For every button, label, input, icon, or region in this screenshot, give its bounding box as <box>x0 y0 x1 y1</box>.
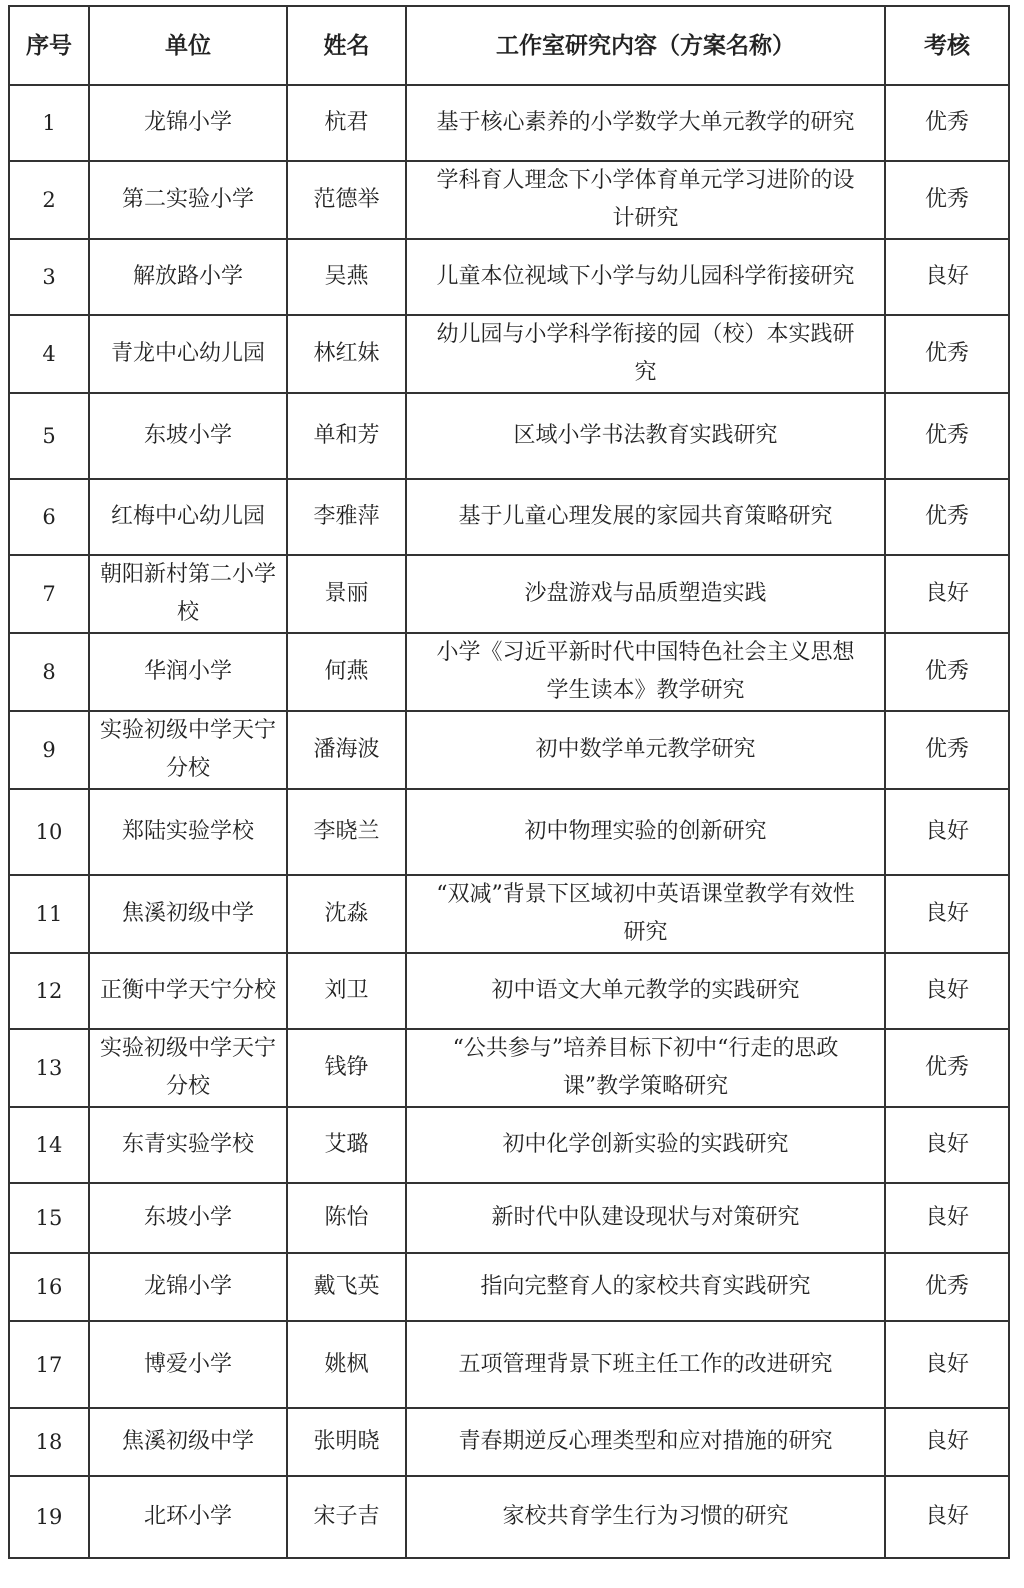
cell-grade: 良好 <box>885 1476 1009 1558</box>
cell-name: 吴燕 <box>287 239 406 315</box>
cell-name: 沈淼 <box>287 875 406 953</box>
header-no: 序号 <box>9 6 89 85</box>
studio-assessment-sheet <box>8 5 1008 1559</box>
table-row <box>9 1253 1009 1321</box>
cell-name: 刘卫 <box>287 953 406 1029</box>
cell-name: 潘海波 <box>287 711 406 789</box>
cell-no: 7 <box>9 555 89 633</box>
cell-grade: 优秀 <box>885 1253 1009 1321</box>
cell-unit: 焦溪初级中学 <box>89 1408 287 1476</box>
cell-unit: 解放路小学 <box>89 239 287 315</box>
cell-no: 18 <box>9 1408 89 1476</box>
table-row <box>9 239 1009 315</box>
cell-unit: 实验初级中学天宁分校 <box>89 711 287 789</box>
cell-name: 钱铮 <box>287 1029 406 1107</box>
cell-content: 初中物理实验的创新研究 <box>406 789 885 875</box>
table-row <box>9 85 1009 161</box>
cell-no: 11 <box>9 875 89 953</box>
cell-unit: 东坡小学 <box>89 393 287 479</box>
cell-grade: 良好 <box>885 1183 1009 1253</box>
cell-no: 13 <box>9 1029 89 1107</box>
cell-grade: 优秀 <box>885 1029 1009 1107</box>
cell-unit: 正衡中学天宁分校 <box>89 953 287 1029</box>
cell-grade: 优秀 <box>885 393 1009 479</box>
cell-grade: 优秀 <box>885 161 1009 239</box>
cell-unit: 东坡小学 <box>89 1183 287 1253</box>
cell-unit: 郑陆实验学校 <box>89 789 287 875</box>
cell-name: 景丽 <box>287 555 406 633</box>
cell-no: 16 <box>9 1253 89 1321</box>
cell-no: 10 <box>9 789 89 875</box>
cell-name: 林红妹 <box>287 315 406 393</box>
cell-unit: 朝阳新村第二小学校 <box>89 555 287 633</box>
table-row <box>9 1321 1009 1408</box>
cell-no: 6 <box>9 479 89 555</box>
table-row <box>9 789 1009 875</box>
cell-no: 19 <box>9 1476 89 1558</box>
cell-unit: 实验初级中学天宁分校 <box>89 1029 287 1107</box>
table-row <box>9 161 1009 239</box>
cell-content: 沙盘游戏与品质塑造实践 <box>406 555 885 633</box>
cell-content: 初中数学单元教学研究 <box>406 711 885 789</box>
cell-no: 14 <box>9 1107 89 1183</box>
cell-name: 李晓兰 <box>287 789 406 875</box>
cell-grade: 良好 <box>885 1408 1009 1476</box>
table-row <box>9 711 1009 789</box>
cell-grade: 优秀 <box>885 315 1009 393</box>
cell-content: 初中语文大单元教学的实践研究 <box>406 953 885 1029</box>
cell-content: “双减”背景下区域初中英语课堂教学有效性研究 <box>406 875 885 953</box>
cell-grade: 良好 <box>885 953 1009 1029</box>
cell-unit: 焦溪初级中学 <box>89 875 287 953</box>
cell-unit: 龙锦小学 <box>89 85 287 161</box>
cell-name: 宋子吉 <box>287 1476 406 1558</box>
cell-content: 新时代中队建设现状与对策研究 <box>406 1183 885 1253</box>
table-row <box>9 555 1009 633</box>
cell-content: 小学《习近平新时代中国特色社会主义思想学生读本》教学研究 <box>406 633 885 711</box>
cell-no: 9 <box>9 711 89 789</box>
cell-content: 基于儿童心理发展的家园共育策略研究 <box>406 479 885 555</box>
cell-no: 15 <box>9 1183 89 1253</box>
cell-unit: 青龙中心幼儿园 <box>89 315 287 393</box>
table-row <box>9 875 1009 953</box>
cell-content: 指向完整育人的家校共育实践研究 <box>406 1253 885 1321</box>
cell-unit: 东青实验学校 <box>89 1107 287 1183</box>
table-header-row <box>9 6 1009 85</box>
cell-grade: 优秀 <box>885 711 1009 789</box>
cell-name: 戴飞英 <box>287 1253 406 1321</box>
cell-content: 区域小学书法教育实践研究 <box>406 393 885 479</box>
cell-grade: 良好 <box>885 239 1009 315</box>
cell-grade: 优秀 <box>885 633 1009 711</box>
cell-unit: 红梅中心幼儿园 <box>89 479 287 555</box>
cell-name: 张明晓 <box>287 1408 406 1476</box>
header-grade: 考核 <box>885 6 1009 85</box>
cell-content: 幼儿园与小学科学衔接的园（校）本实践研究 <box>406 315 885 393</box>
cell-name: 何燕 <box>287 633 406 711</box>
cell-grade: 良好 <box>885 555 1009 633</box>
table-row <box>9 1183 1009 1253</box>
table-row <box>9 1408 1009 1476</box>
cell-content: 青春期逆反心理类型和应对措施的研究 <box>406 1408 885 1476</box>
header-content: 工作室研究内容（方案名称） <box>406 6 885 85</box>
cell-name: 范德举 <box>287 161 406 239</box>
cell-no: 5 <box>9 393 89 479</box>
cell-no: 4 <box>9 315 89 393</box>
table-row <box>9 479 1009 555</box>
cell-no: 8 <box>9 633 89 711</box>
table-row <box>9 953 1009 1029</box>
cell-content: 家校共育学生行为习惯的研究 <box>406 1476 885 1558</box>
cell-no: 3 <box>9 239 89 315</box>
cell-content: 五项管理背景下班主任工作的改进研究 <box>406 1321 885 1408</box>
cell-grade: 良好 <box>885 1321 1009 1408</box>
cell-grade: 良好 <box>885 789 1009 875</box>
cell-name: 杭君 <box>287 85 406 161</box>
header-name: 姓名 <box>287 6 406 85</box>
table-row <box>9 633 1009 711</box>
cell-unit: 博爱小学 <box>89 1321 287 1408</box>
cell-no: 1 <box>9 85 89 161</box>
cell-unit: 华润小学 <box>89 633 287 711</box>
cell-name: 姚枫 <box>287 1321 406 1408</box>
cell-no: 17 <box>9 1321 89 1408</box>
table-row <box>9 1107 1009 1183</box>
cell-no: 2 <box>9 161 89 239</box>
cell-content: 儿童本位视域下小学与幼儿园科学衔接研究 <box>406 239 885 315</box>
cell-content: 学科育人理念下小学体育单元学习进阶的设计研究 <box>406 161 885 239</box>
cell-name: 艾璐 <box>287 1107 406 1183</box>
table-row <box>9 1476 1009 1558</box>
cell-name: 陈怡 <box>287 1183 406 1253</box>
table-row <box>9 315 1009 393</box>
cell-grade: 优秀 <box>885 85 1009 161</box>
table-row <box>9 1029 1009 1107</box>
cell-name: 单和芳 <box>287 393 406 479</box>
cell-unit: 龙锦小学 <box>89 1253 287 1321</box>
cell-grade: 优秀 <box>885 479 1009 555</box>
cell-content: 初中化学创新实验的实践研究 <box>406 1107 885 1183</box>
cell-unit: 北环小学 <box>89 1476 287 1558</box>
cell-name: 李雅萍 <box>287 479 406 555</box>
studio-assessment-table <box>8 5 1010 1559</box>
cell-no: 12 <box>9 953 89 1029</box>
cell-content: 基于核心素养的小学数学大单元教学的研究 <box>406 85 885 161</box>
header-unit: 单位 <box>89 6 287 85</box>
cell-grade: 良好 <box>885 875 1009 953</box>
cell-grade: 良好 <box>885 1107 1009 1183</box>
cell-unit: 第二实验小学 <box>89 161 287 239</box>
table-row <box>9 393 1009 479</box>
cell-content: “公共参与”培养目标下初中“行走的思政课”教学策略研究 <box>406 1029 885 1107</box>
